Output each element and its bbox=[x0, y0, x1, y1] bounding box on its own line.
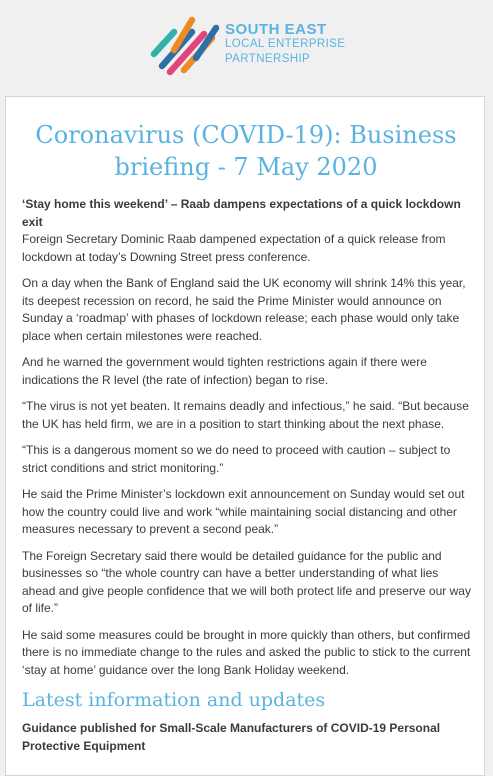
paragraph-2: On a day when the Bank of England said the UK economy will shrink 14% this year, its deepest recession on record, he said the Prime Minister would announce on Sunday a ‘roadmap’ with phases of lockdown release; each phase would only take place when certain milestones were reached. bbox=[22, 276, 466, 343]
briefing-content bbox=[22, 196, 474, 764]
logo-line-2: LOCAL ENTERPRISE bbox=[225, 38, 346, 50]
lead-heading: ‘Stay home this weekend’ – Raab dampens expectations of a quick lockdown exit bbox=[22, 197, 461, 229]
briefing-card bbox=[5, 96, 485, 776]
paragraph-1: Foreign Secretary Dominic Raab dampened expectation of a quick release from lockdown at today’s Downing Street press conference. bbox=[22, 232, 446, 264]
slep-stripes-logo-icon bbox=[148, 14, 220, 76]
briefing-title: Coronavirus (COVID-19): Business briefing - 7 May 2020 bbox=[35, 121, 457, 181]
section-title: Latest information and updates bbox=[22, 689, 326, 711]
paragraph-4: “The virus is not yet beaten. It remains deadly and infectious,” he said. “But because the UK has held firm, we are in a position to start thinking about the next phase. bbox=[22, 399, 469, 431]
header bbox=[0, 0, 493, 92]
logo-text bbox=[225, 22, 345, 67]
paragraph-8: He said some measures could be brought in more quickly than others, but confirmed there is no immediate change to the rules and asked the public to stick to the current ‘stay at home’ guidance over the long Bank Holiday weekend. bbox=[22, 627, 471, 677]
paragraph-3: And he warned the government would tighten restrictions again if there were indications the R level (the rate of infection) began to rise. bbox=[22, 355, 427, 387]
paragraph-5: “This is a dangerous moment so we do need to proceed with caution – subject to strict conditions and strict monitoring.” bbox=[22, 443, 451, 475]
logo-line-1: SOUTH EAST bbox=[225, 21, 327, 38]
logo-line-3: PARTNERSHIP bbox=[225, 53, 311, 65]
paragraph-6: He said the Prime Minister’s lockdown exit announcement on Sunday would set out how the country could live and work “while maintaining social distancing and other measures necessary to prevent a second peak.” bbox=[22, 487, 465, 536]
update-heading[interactable]: Guidance published for Small-Scale Manufacturers of COVID-19 Personal Protective Equipment bbox=[22, 721, 441, 753]
paragraph-7: The Foreign Secretary said there would be detailed guidance for the public and businesses so “the whole country can have a better understanding of what lies ahead and give people confidence that we will both protect life and preserve our way of life.” bbox=[22, 548, 471, 615]
